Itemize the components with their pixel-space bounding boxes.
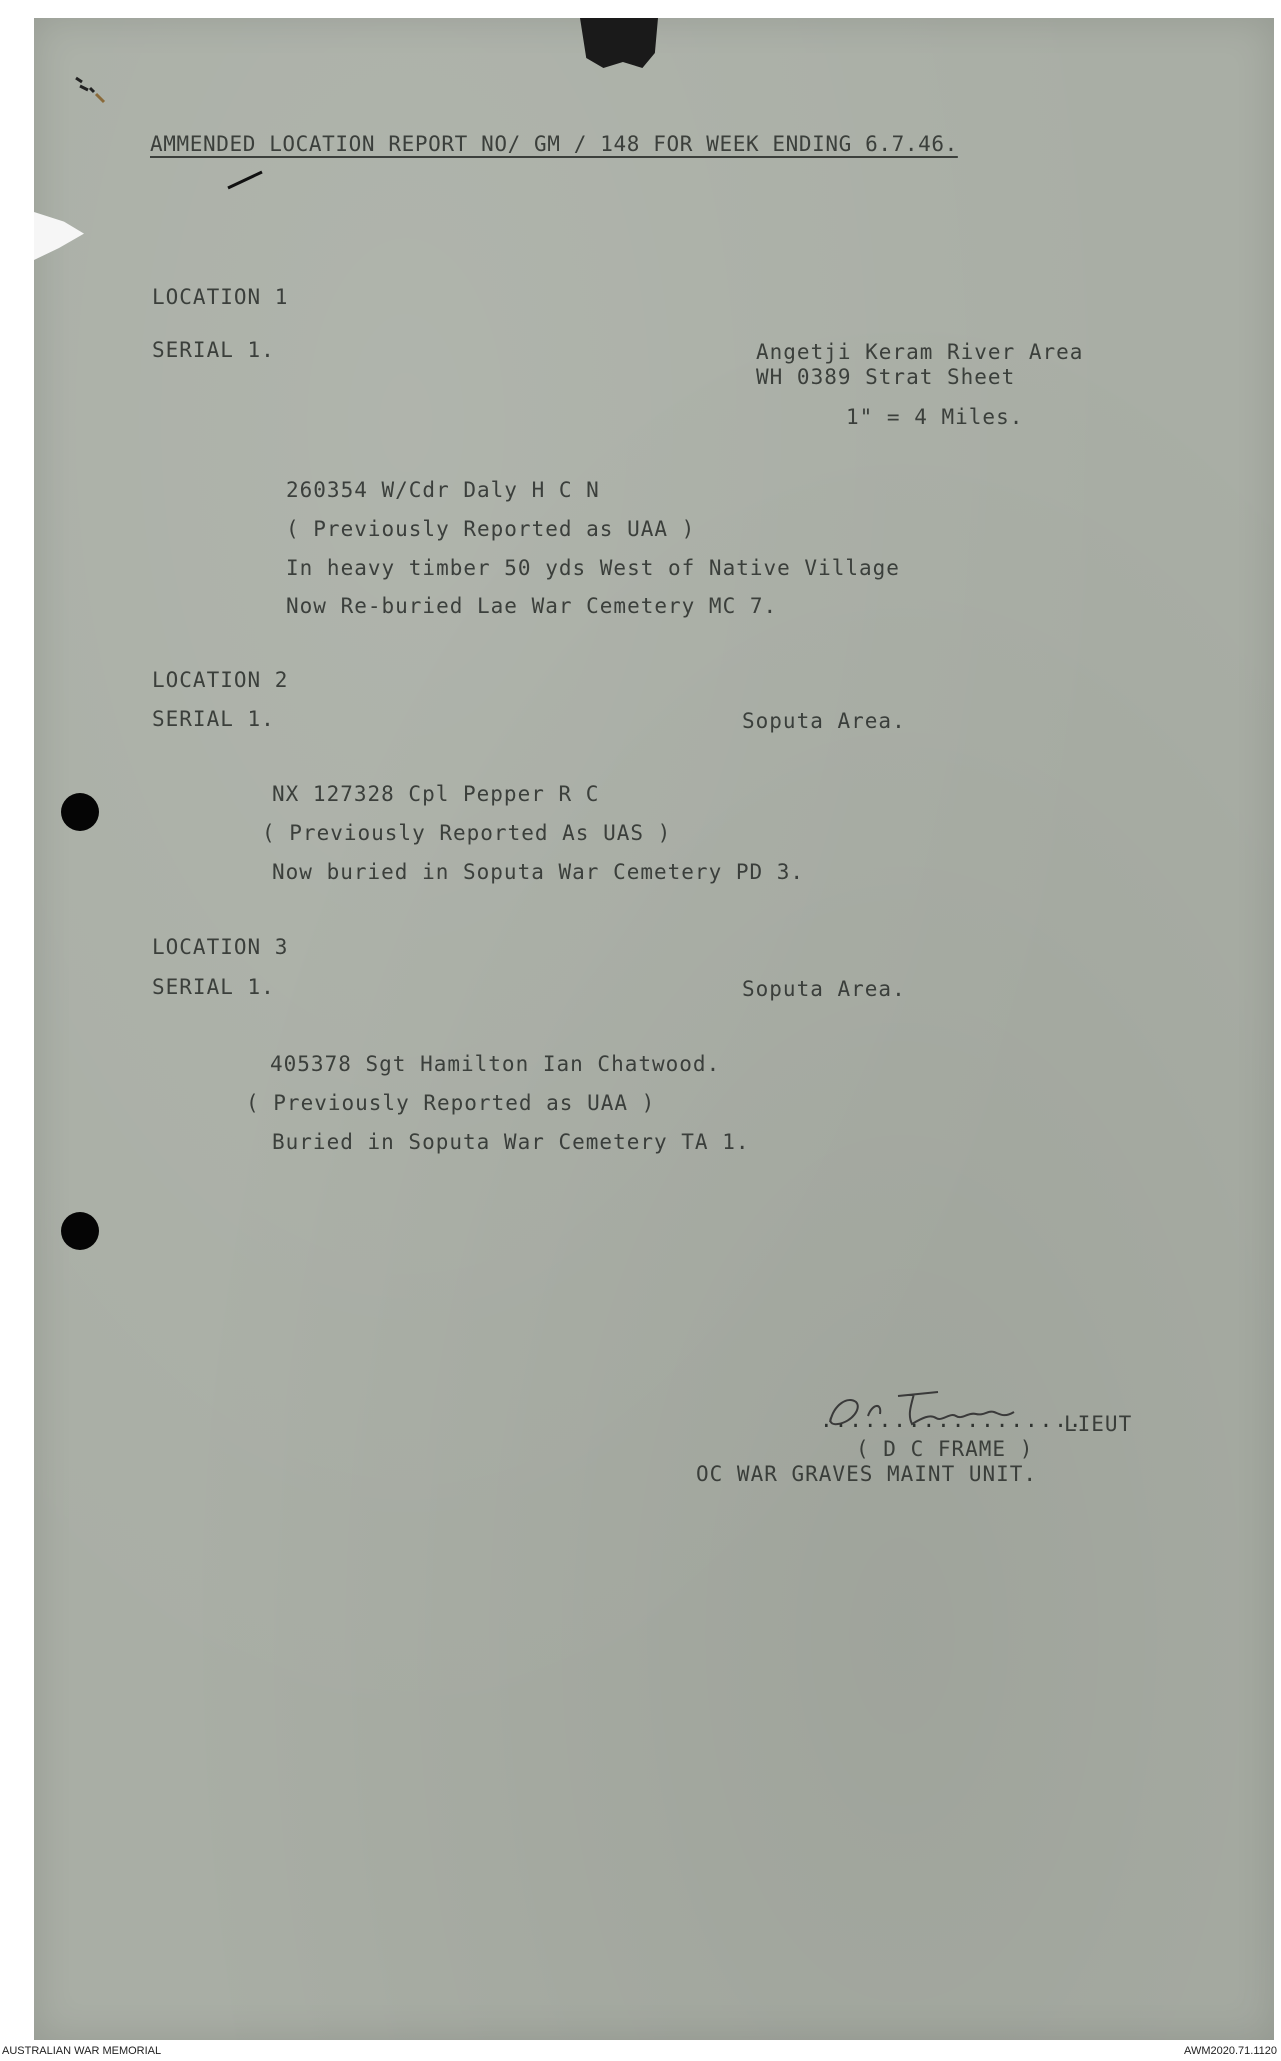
area-line: Angetji Keram River Area <box>756 340 1084 364</box>
pencil-tick-mark <box>226 168 266 192</box>
entry-line: 260354 W/Cdr Daly H C N <box>286 478 600 502</box>
signature-dotted-line: .................. <box>820 1408 1084 1432</box>
area-line: 1" = 4 Miles. <box>846 405 1024 429</box>
entry-line: ( Previously Reported As UAS ) <box>262 821 672 845</box>
archive-reference: AWM2020.71.1120 <box>1184 2045 1277 2057</box>
area-line: Soputa Area. <box>742 977 906 1001</box>
signatory-rank: LIEUT <box>1064 1412 1133 1436</box>
entry-line: Now Re-buried Lae War Cemetery MC 7. <box>286 594 778 618</box>
torn-corner-top <box>580 18 658 68</box>
entry-line: In heavy timber 50 yds West of Native Village <box>286 556 900 580</box>
location-heading: LOCATION 2 <box>152 668 289 692</box>
entry-line: Now buried in Soputa War Cemetery PD 3. <box>272 860 805 884</box>
serial-label: SERIAL 1. <box>152 975 275 999</box>
area-line: Soputa Area. <box>742 709 906 733</box>
archive-credit: AUSTRALIAN WAR MEMORIAL <box>2 2045 162 2057</box>
entry-line: 405378 Sgt Hamilton Ian Chatwood. <box>270 1052 721 1076</box>
area-line: WH 0389 Strat Sheet <box>756 365 1016 389</box>
signatory-name: ( D C FRAME ) <box>856 1437 1034 1461</box>
entry-line: ( Previously Reported as UAA ) <box>286 517 696 541</box>
report-title: AMMENDED LOCATION REPORT NO/ GM / 148 FOR WEEK ENDING 6.7.46. <box>150 132 958 156</box>
entry-line: NX 127328 Cpl Pepper R C <box>272 782 600 806</box>
entry-line: ( Previously Reported as UAA ) <box>246 1091 656 1115</box>
location-heading: LOCATION 1 <box>152 285 289 309</box>
document-page <box>34 18 1274 2040</box>
punch-hole <box>61 1212 99 1250</box>
punch-hole <box>61 793 99 831</box>
serial-label: SERIAL 1. <box>152 707 275 731</box>
location-heading: LOCATION 3 <box>152 935 289 959</box>
signatory-unit: OC WAR GRAVES MAINT UNIT. <box>696 1462 1038 1486</box>
ink-mark <box>74 72 108 108</box>
serial-label: SERIAL 1. <box>152 338 275 362</box>
entry-line: Buried in Soputa War Cemetery TA 1. <box>272 1130 750 1154</box>
